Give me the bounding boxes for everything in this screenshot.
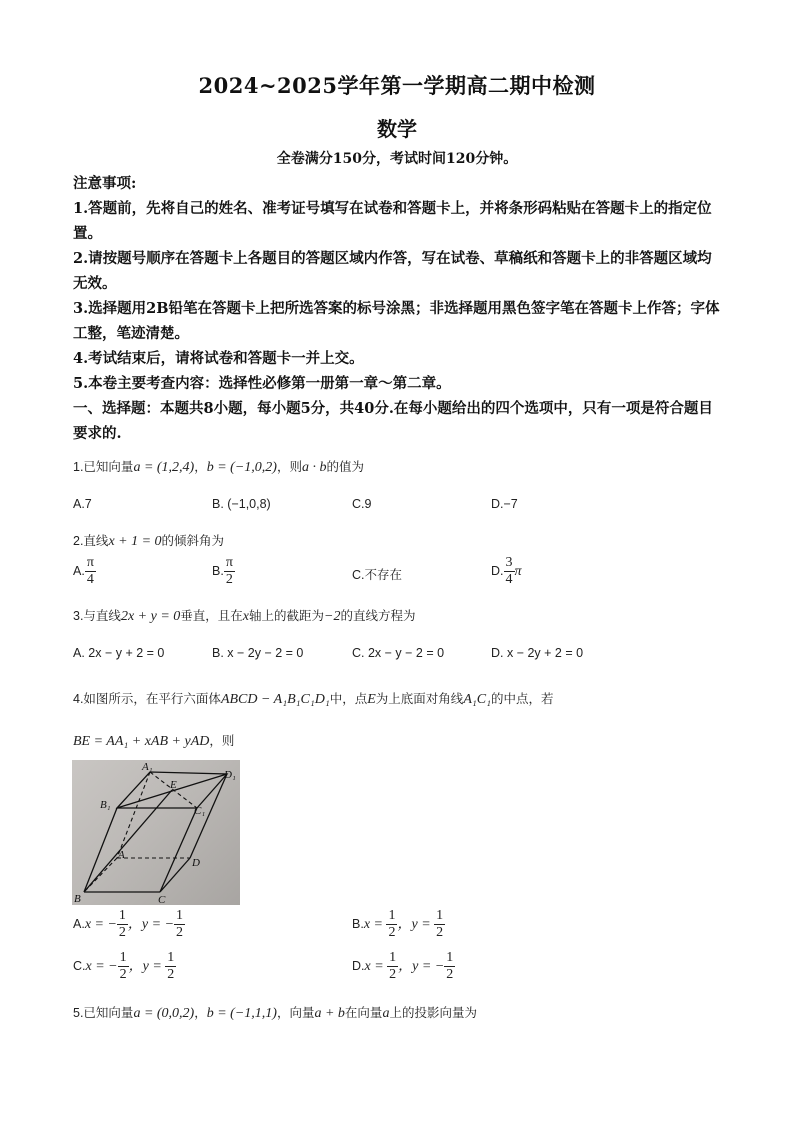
label-b1: B₁: [100, 799, 111, 811]
label-a: A: [118, 849, 125, 861]
parallelepiped-figure: [72, 760, 240, 905]
parallelepiped-diagram: [72, 760, 240, 905]
q2-option-a: A. $\frac{\pi}{4}$: [73, 555, 94, 587]
label-e: E: [170, 779, 177, 791]
section-heading: 一、选择题：本题共8小题，每小题5分，共40分.在每小题给出的四个选项中，只有一项是符合题目要求的.: [73, 400, 713, 442]
q4-option-c: C.x = − $\frac{1}{2}$ ，y = $\frac{1}{2}$: [73, 950, 175, 982]
notice-item-3: 3.选择题用2B铅笔在答题卡上把所选答案的标号涂黑；非选择题用黑色签字笔在答题卡上作答；字体工整，笔迹清楚。: [73, 300, 720, 342]
question-4: 4.如图所示，在平行六面体ABCD − A₁B₁C₁D₁中，点E为上底面对角线A₁C₁的中点，若: [73, 692, 554, 707]
q4-option-d: D.x = $\frac{1}{2}$ ，y = − $\frac{1}{2}$: [352, 950, 454, 982]
subject-title: 数学: [377, 117, 417, 141]
notice-item-2: 2.请按题号顺序在答题卡上各题目的答题区域内作答，写在试卷、草稿纸和答题卡上的非答题区域均无效。: [73, 250, 712, 292]
question-1: 1.已知向量a = (1,2,4)，b = (−1,0,2)，则a · b的值为: [73, 460, 364, 475]
label-c: C: [158, 894, 166, 905]
fraction: $\frac{1}{2}$: [176, 908, 184, 940]
q3-option-c: C. 2x − y − 2 = 0: [352, 646, 445, 660]
fraction: $\frac{3}{4}$: [505, 555, 513, 587]
q2-option-c: C.不存在: [352, 568, 403, 582]
q3-option-a: A. 2x − y + 2 = 0: [73, 646, 165, 660]
q2-option-b: B. $\frac{\pi}{2}$: [212, 555, 233, 587]
notice-item-5: 5.本卷主要考查内容：选择性必修第一册第一章～第二章。: [73, 375, 451, 392]
fraction: $\frac{1}{2}$: [167, 950, 175, 982]
question-4-condition: BE = AA₁ + xAB + yAD，则: [73, 734, 235, 749]
question-5: 5.已知向量a = (0,0,2)，b = (−1,1,1)，向量a + b在向量a上的投影向量为: [73, 1006, 477, 1021]
notice-heading: 注意事项:: [73, 175, 137, 192]
q1-option-d: D.−7: [491, 497, 518, 511]
exam-meta: 全卷满分150分，考试时间120分钟。: [276, 151, 518, 167]
fraction: $\frac{\pi}{2}$: [225, 555, 233, 587]
fraction: $\frac{1}{2}$: [389, 950, 397, 982]
label-d: D: [192, 857, 200, 869]
fraction: $\frac{1}{2}$: [119, 950, 127, 982]
notice-item-1: 1.答题前，先将自己的姓名、准考证号填写在试卷和答题卡上，并将条形码粘贴在答题卡上的指定位置。: [73, 200, 712, 242]
q2-option-d: D. $\frac{3}{4}$ π: [491, 555, 522, 587]
fraction: $\frac{1}{2}$: [446, 950, 454, 982]
q3-option-b: B. x − 2y − 2 = 0: [212, 646, 304, 660]
q1-option-b: B. (−1,0,8): [212, 497, 271, 511]
q1-option-a: A.7: [73, 497, 92, 511]
q1-option-c: C.9: [352, 497, 372, 511]
q3-option-d: D. x − 2y + 2 = 0: [491, 646, 584, 660]
notice-item-4: 4.考试结束后，请将试卷和答题卡一并上交。: [73, 350, 364, 367]
label-d1: D₁: [224, 769, 236, 781]
fraction: $\frac{\pi}{4}$: [86, 555, 94, 587]
question-3: 3.与直线2x + y = 0垂直，且在x轴上的截距为−2的直线方程为: [73, 609, 416, 624]
fraction: $\frac{1}{2}$: [118, 908, 126, 940]
fraction: $\frac{1}{2}$: [436, 908, 444, 940]
label-a1: A₁: [142, 761, 153, 773]
question-2: 2.直线x + 1 = 0的倾斜角为: [73, 534, 225, 549]
label-b: B: [74, 893, 81, 905]
q4-option-b: B.x = $\frac{1}{2}$ ，y = $\frac{1}{2}$: [352, 908, 444, 940]
exam-title: 2024~2025学年第一学期高二期中检测: [198, 73, 596, 98]
fraction: $\frac{1}{2}$: [388, 908, 396, 940]
q4-option-a: A.x = − $\frac{1}{2}$ ，y = − $\frac{1}{2}$: [73, 908, 184, 940]
label-c1: C₁: [194, 805, 206, 817]
